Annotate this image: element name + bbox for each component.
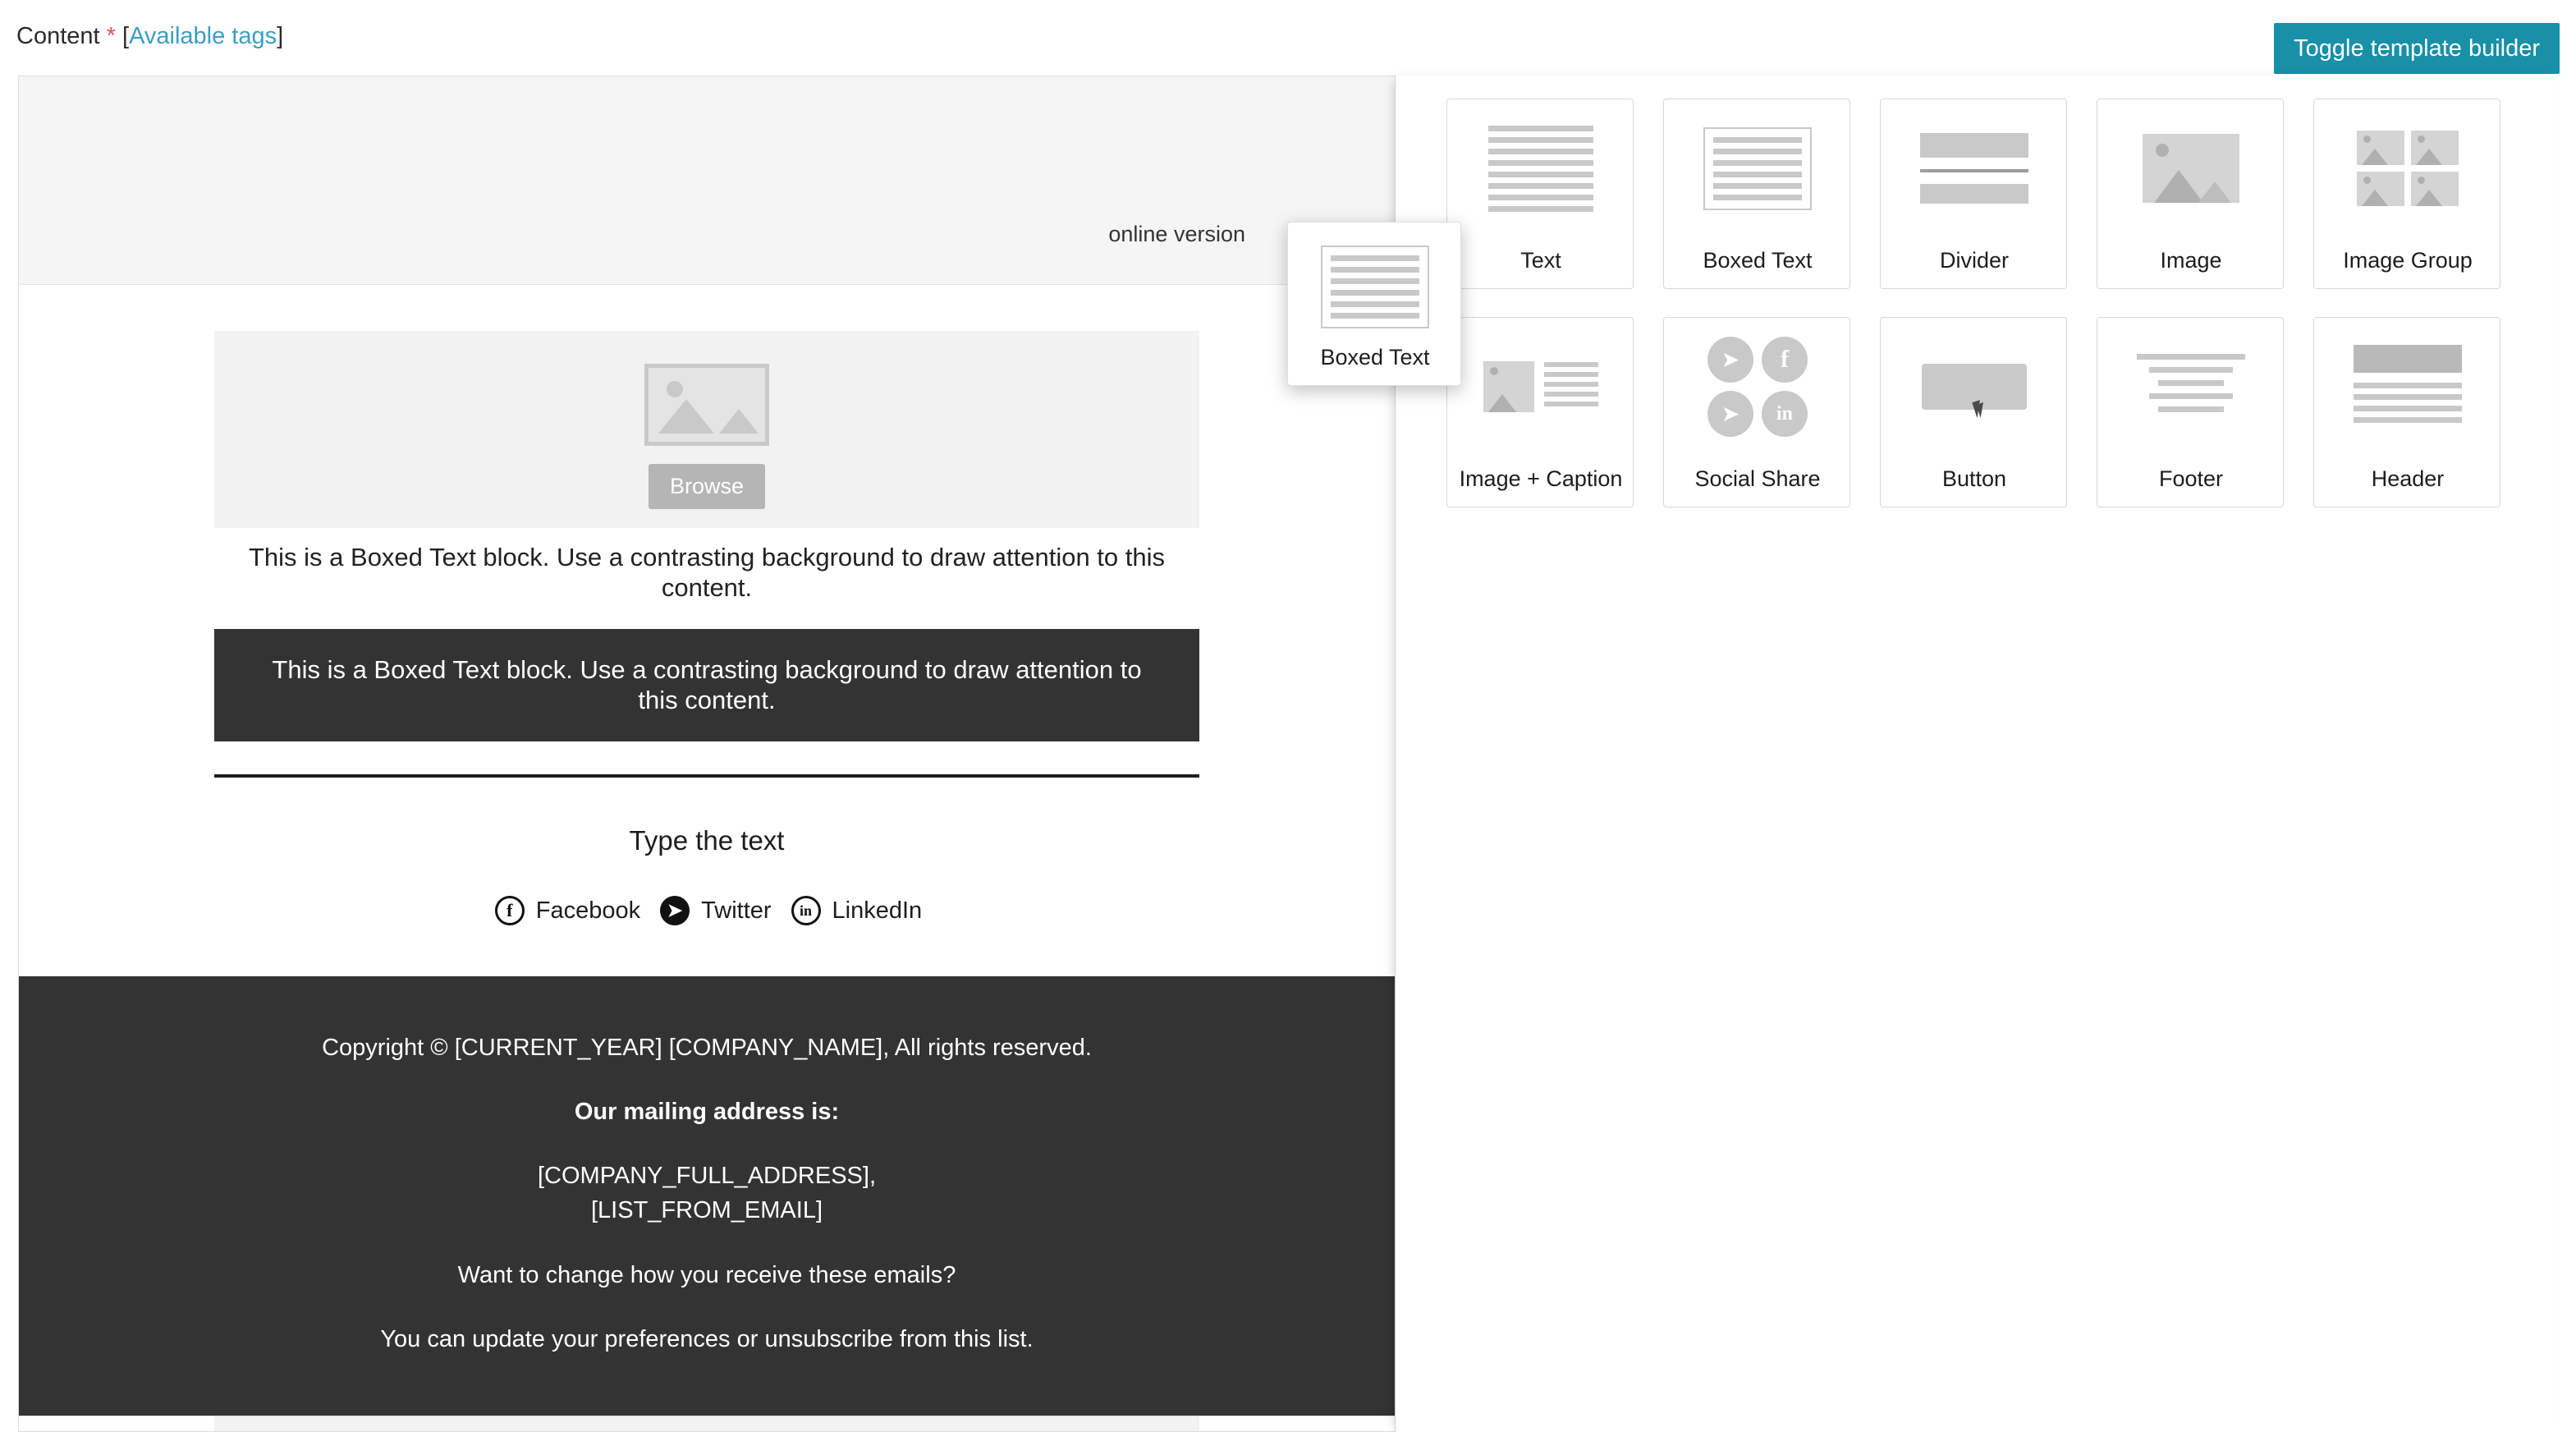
image-block-icon [2097,99,2285,237]
twitter-icon: ➤ [660,896,690,925]
social-label-facebook: Facebook [535,897,641,924]
builder-tile-label: Footer [2158,466,2224,491]
builder-tile-divider[interactable] [1880,99,2067,289]
divider-block-icon [1881,99,2068,237]
bracket-open: [ [122,23,130,49]
email-preview-canvas[interactable] [18,76,1395,1432]
required-marker: * [106,23,116,49]
boxed-text-block-icon [1288,234,1462,339]
builder-tile-label: Button [1941,466,2007,491]
footer-preferences-question: Want to change how you receive these emails? [457,1261,956,1288]
builder-tile-label: Image [2160,248,2222,273]
preview-bottom-inner [214,1416,1199,1432]
social-item-linkedin[interactable] [780,896,931,925]
dragging-tile-boxed-text[interactable] [1287,222,1461,386]
preview-text-block[interactable]: This is a Boxed Text block. Use a contrasting background to draw attention to this content. [248,543,1166,602]
builder-tile-footer[interactable] [2097,317,2284,507]
boxed-text-block-icon [1664,99,1851,237]
builder-tile-image-group[interactable] [2313,99,2500,289]
social-share-block-icon [1664,318,1851,456]
content-field-label [16,23,283,50]
toggle-template-builder-button[interactable]: Toggle template builder [2274,23,2560,74]
builder-tile-social-share[interactable] [1663,317,1850,507]
preview-boxed-text-block[interactable]: This is a Boxed Text block. Use a contrasting background to draw attention to this content. [214,629,1199,741]
image-mountain-shape [658,399,714,434]
linkedin-icon: in [791,896,821,925]
builder-tile-image-caption[interactable] [1446,317,1634,507]
preview-image-block[interactable] [214,331,1199,528]
builder-tile-label: Divider [1939,248,2010,273]
builder-tile-boxed-text[interactable] [1663,99,1850,289]
preview-editable-text-block[interactable]: Type the text [629,825,785,856]
footer-preferences-text: You can update your preferences or unsubscribe from this list. [380,1325,1034,1352]
footer-block-icon [2097,318,2285,456]
browse-button[interactable]: Browse [649,464,765,509]
preview-bottom-strip [19,1416,1395,1432]
builder-tile-label: Text [1520,248,1561,273]
builder-tile-label: Boxed Text [1703,248,1813,273]
twitter-icon: ➤ [1707,391,1753,437]
online-version-text[interactable]: online version [1108,222,1245,246]
preview-body [19,331,1395,1432]
builder-tile-header[interactable] [2313,317,2500,507]
facebook-icon: f [1762,337,1808,383]
builder-tile-grid [1446,99,2505,507]
image-caption-block-icon [1447,318,1634,456]
social-label-twitter: Twitter [701,897,772,924]
image-mountain-shape-2 [719,409,759,434]
available-tags-link[interactable]: Available tags [129,23,277,49]
builder-tile-label: Image + Caption [1459,466,1623,491]
builder-tile-text[interactable] [1446,99,1634,289]
template-builder-panel [1395,76,2558,1432]
image-placeholder-icon [644,364,769,446]
text-block-icon [1447,99,1634,237]
social-label-linkedin: LinkedIn [832,897,923,924]
footer-address [19,1159,1395,1228]
linkedin-icon: in [1762,391,1808,437]
share-icon: ➤ [1707,337,1753,383]
footer-copyright: Copyright © [CURRENT_YEAR] [COMPANY_NAME], All rights reserved. [322,1035,1092,1062]
preview-social-share-block[interactable] [214,896,1199,976]
footer-mailing-heading: Our mailing address is: [574,1099,840,1126]
image-group-block-icon [2314,99,2501,237]
dragging-tile-label: Boxed Text [1320,345,1430,369]
footer-address-line-1: [COMPANY_FULL_ADDRESS], [537,1163,877,1190]
button-block-icon [1881,318,2068,456]
header-block-icon [2314,318,2501,456]
image-sun-shape [667,381,683,397]
builder-tile-label: Image Group [2343,248,2473,273]
builder-tile-label: Header [2371,466,2445,491]
preview-header-band [19,76,1395,285]
builder-tile-image[interactable] [2097,99,2284,289]
cursor-icon [1972,398,1991,419]
builder-tile-button[interactable] [1880,317,2067,507]
facebook-icon: f [495,896,525,925]
editor-topbar [0,0,2576,79]
preview-divider-block[interactable] [214,774,1199,778]
preview-footer-block[interactable] [19,976,1395,1415]
builder-tile-label: Social Share [1694,466,1821,491]
footer-address-line-2: [LIST_FROM_EMAIL] [590,1197,823,1224]
bracket-close: ] [277,23,284,49]
editor-panes [0,76,2576,1432]
content-label-text: Content [16,23,100,49]
social-item-twitter[interactable] [649,896,779,925]
social-item-facebook[interactable] [484,896,649,925]
